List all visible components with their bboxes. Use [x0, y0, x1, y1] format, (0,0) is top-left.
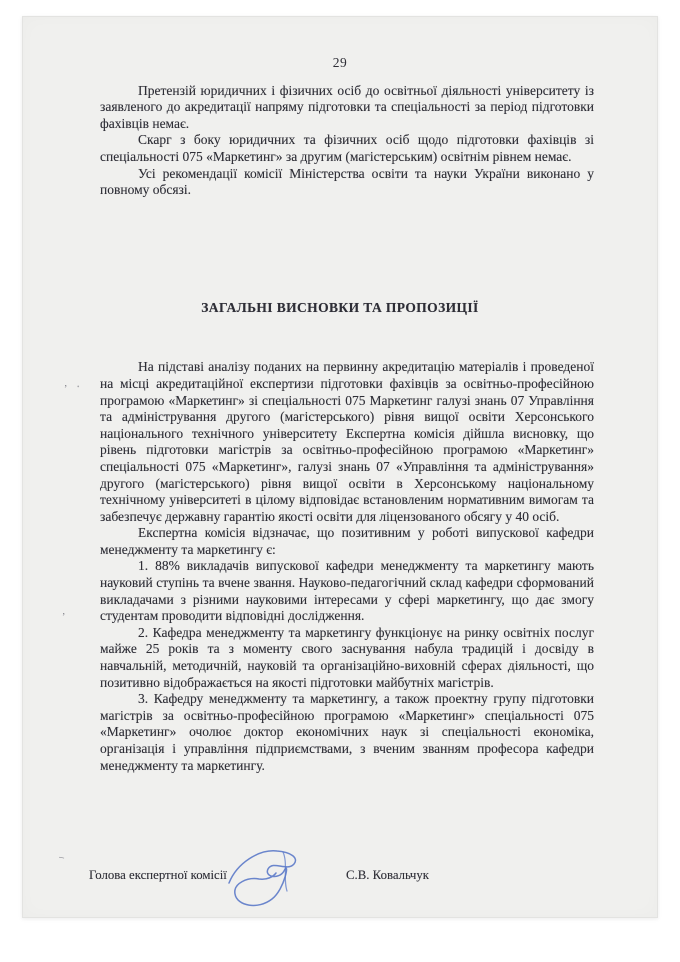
intro-section: [100, 83, 594, 199]
paragraph-positives-intro: Експертна комісія відзначає, що позитивним у роботі випускової кафедри менеджменту та маркетингу є:: [100, 525, 594, 557]
signature-name: С.В. Ковальчук: [346, 868, 429, 882]
scan-speck: •: [77, 383, 80, 391]
conclusions-section: [100, 359, 594, 774]
paragraph-positive-item-3: 3. Кафедру менеджменту та маркетингу, а також проектну групу підготовки магістрів за освітньо-професійною програмою «Маркетинг» спеціальності 075 «Маркетинг» очолює доктор економічних наук зі спеціальності економіка, організація і управління підприємствами, з вченим званням професора кафедри менеджменту та маркетингу.: [100, 691, 594, 773]
handwritten-signature-scribble: [223, 839, 315, 917]
scan-speck: ’: [64, 384, 68, 395]
paragraph-positive-item-1: 1. 88% викладачів випускової кафедри менеджменту та маркетингу мають науковий ступінь та вчене звання. Науково-педагогічний склад кафедри сформований викладачами з різними науковими інтересами у сфері маркетингу, що дає змогу студентам проводити відповідні дослідження.: [100, 558, 594, 624]
paragraph-complaints-none: Скарг з боку юридичних та фізичних осіб щодо підготовки фахівців зі спеціальності 075 «Маркетинг» за другим (магістерським) освітнім рівнем немає.: [100, 132, 594, 164]
section-heading-general-conclusions: ЗАГАЛЬНІ ВИСНОВКИ ТА ПРОПОЗИЦІЇ: [201, 299, 479, 315]
paragraph-positive-item-2: 2. Кафедра менеджменту та маркетингу функціонує на ринку освітніх послуг майже 25 років та з моменту свого заснування набула традицій і досвіду в навчальній, методичній, науковій та організаційно-виховній сферах діяльності, що позитивно відображається на якості підготовки майбутніх магістрів.: [100, 624, 594, 690]
paragraph-recommendations-fulfilled: Усі рекомендації комісії Міністерства освіти та науки України виконано у повному обсязі.: [100, 165, 594, 198]
page-number: 29: [332, 55, 348, 70]
document-page: [22, 16, 658, 918]
scan-speck: –: [58, 851, 66, 864]
paragraph-claims-none: Претензій юридичних і фізичних осіб до освітньої діяльності університету із заявленого до акредитації напряму підготовки та спеціальності за період підготовки фахівців немає.: [100, 82, 594, 131]
scan-speck: ’: [62, 612, 66, 623]
signature-role-label: Голова експертної комісії: [89, 868, 227, 882]
paragraph-conclusion-basis: На підставі аналізу поданих на первинну акредитацію матеріалів і проведеної на місці акредитаційної експертизи підготовки фахівців за освітньо-професійною програмою «Маркетинг» зі спеціальності 075 Маркетинг галузі знань 07 Управління та адміністрування другого (магістерського) рівня вищої освіти Херсонського національного технічного університету Експертна комісія дійшла висновку, що рівень підготовки магістрів за освітньо-професійною програмою «Маркетинг» спеціальності 075 «Маркетинг», галузі знань 07 «Управління та адміністрування» другого (магістерського) рівня вищої освіти в Херсонському національному технічному університеті в цілому відповідає встановленим нормативним вимогам та забезпечує державну гарантію якості освіти для ліцензованого обсягу у 40 осіб.: [100, 359, 594, 524]
